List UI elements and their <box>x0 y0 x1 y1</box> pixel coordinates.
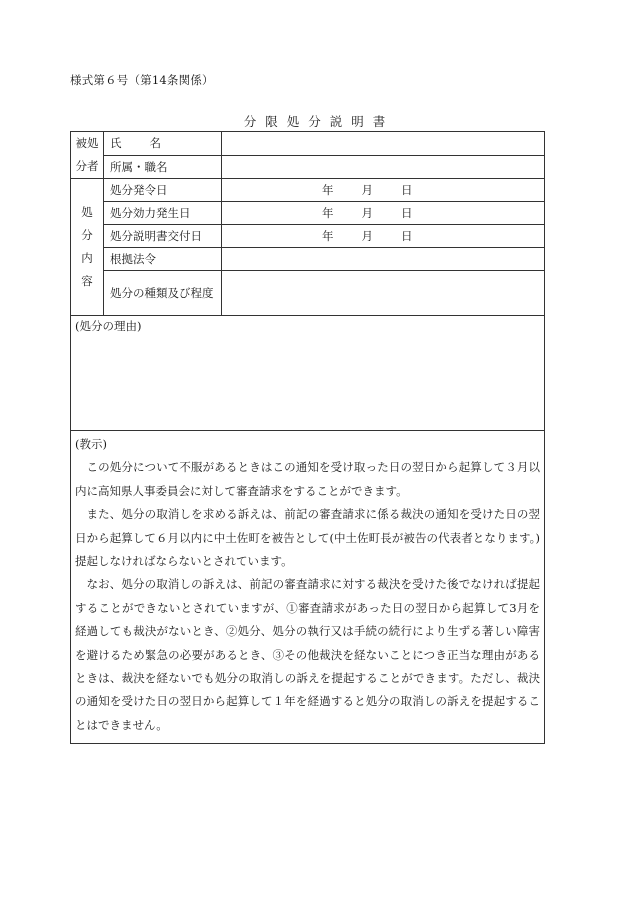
effective-date-field[interactable] <box>222 202 545 225</box>
type-degree-field[interactable] <box>222 271 545 316</box>
day-label: 日 <box>401 183 413 197</box>
year-label: 年 <box>322 229 334 243</box>
form-number: 様式第６号（第14条関係） <box>70 73 214 87</box>
month-label: 月 <box>361 183 373 197</box>
issue-date-placeholder <box>322 182 413 198</box>
affiliation-row <box>71 155 545 179</box>
month-label: 月 <box>361 206 373 220</box>
disposition-group-label <box>71 179 104 316</box>
disposition-group-char: 容 <box>81 274 93 288</box>
issue-date-label: 処分発令日 <box>104 179 222 202</box>
person-group-label <box>71 132 104 179</box>
reason-label: (処分の理由) <box>75 319 142 333</box>
legal-basis-row <box>71 248 545 271</box>
notice-paragraph-3: なお、処分の取消しの訴えは、前記の審査請求に対する裁決を受けた後でなければ提起することができないとされていますが、①審査請求があった日の翌日から起算して3月を経過しても裁決がないとき、②処分、処分の執行又は手続の続行により生ずる著しい障害を避けるため緊急の必要があるとき、③その他裁決を経ないことにつき正当な理由があるときは、裁決を経ないでも処分の取消しの訴えを提起することができます。ただし、裁決の通知を受けた日の翌日から起算して１年を経過すると処分の取消しの訴えを提起することはできません。 <box>75 577 540 732</box>
notice-paragraph-2: また、処分の取消しを求める訴えは、前記の審査請求に係る裁決の通知を受けた日の翌日から起算して６月以内に中土佐町を被告として(中土佐町長が被告の代表者となります。)提起しなければならないとされています。 <box>75 507 540 569</box>
notice-paragraph-1: この処分について不服があるときはこの通知を受け取った日の翌日から起算して３月以内に高知県人事委員会に対して審査請求をすることができます。 <box>75 460 540 498</box>
disposition-form-table <box>70 131 545 744</box>
notice-row <box>71 431 545 744</box>
name-row <box>71 132 545 156</box>
year-label: 年 <box>322 206 334 220</box>
disposition-group-char: 処 <box>81 205 93 219</box>
effective-date-label: 処分効力発生日 <box>104 202 222 225</box>
person-group-label-line2: 分者 <box>75 159 99 173</box>
name-label-char1: 氏 <box>110 136 122 151</box>
day-label: 日 <box>401 206 413 220</box>
effective-date-placeholder <box>322 205 413 221</box>
issue-date-row <box>71 179 545 202</box>
month-label: 月 <box>361 229 373 243</box>
legal-basis-label: 根拠法令 <box>104 248 222 271</box>
reason-row <box>71 316 545 431</box>
effective-date-row <box>71 202 545 225</box>
day-label: 日 <box>401 229 413 243</box>
affiliation-field[interactable] <box>222 155 545 179</box>
name-label <box>104 132 222 156</box>
notice-section <box>71 431 545 744</box>
name-label-char2: 名 <box>149 136 161 151</box>
legal-basis-field[interactable] <box>222 248 545 271</box>
affiliation-label: 所属・職名 <box>104 155 222 179</box>
document-title: 分限処分説明書 <box>243 114 395 129</box>
disposition-group-char: 内 <box>81 251 93 265</box>
delivery-date-field[interactable] <box>222 225 545 248</box>
notice-label: (教示) <box>75 437 107 451</box>
delivery-date-label: 処分説明書交付日 <box>104 225 222 248</box>
year-label: 年 <box>322 183 334 197</box>
reason-field[interactable] <box>71 316 545 431</box>
delivery-date-row <box>71 225 545 248</box>
disposition-group-char: 分 <box>81 228 93 242</box>
type-degree-label: 処分の種類及び程度 <box>104 271 222 316</box>
delivery-date-placeholder <box>322 228 413 244</box>
issue-date-field[interactable] <box>222 179 545 202</box>
name-field[interactable] <box>222 132 545 156</box>
person-group-label-line1: 被処 <box>75 136 99 150</box>
type-degree-row <box>71 271 545 316</box>
